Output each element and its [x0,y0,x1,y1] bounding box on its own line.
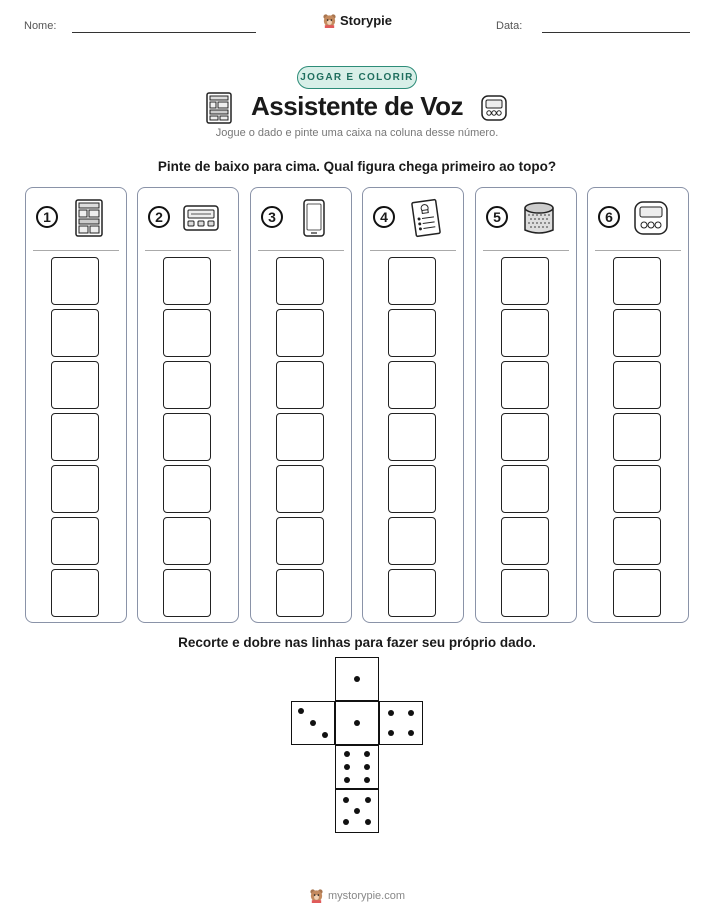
color-box[interactable] [51,257,99,305]
color-box[interactable] [388,413,436,461]
die-pip [343,819,349,825]
page-title: Assistente de Voz [250,91,464,121]
die-pip [322,732,328,738]
color-box[interactable] [501,465,549,513]
smart-timer-icon [632,198,670,238]
die-pip [354,808,360,814]
column-6 [587,187,689,623]
color-box[interactable] [388,517,436,565]
color-box[interactable] [388,257,436,305]
column-number: 4 [373,206,395,228]
color-box[interactable] [276,257,324,305]
die-face [379,701,423,745]
color-box[interactable] [51,517,99,565]
die-pip [408,730,414,736]
die-pip [298,708,304,714]
color-box[interactable] [501,517,549,565]
column-5 [475,187,577,623]
die-pip [364,751,370,757]
color-box[interactable] [51,309,99,357]
color-box[interactable] [276,465,324,513]
die-pip [344,751,350,757]
color-box[interactable] [276,309,324,357]
die-pip [310,720,316,726]
column-number: 2 [148,206,170,228]
brand-logo [0,13,714,31]
smart-timer-icon [480,94,508,122]
date-line [542,32,690,33]
die-pip [344,764,350,770]
smart-speaker-icon [520,198,558,238]
color-box[interactable] [163,309,211,357]
color-box[interactable] [501,413,549,461]
column-number: 6 [598,206,620,228]
column-divider [370,250,456,251]
color-box[interactable] [163,257,211,305]
brand-name: Storypie [339,13,392,28]
color-box[interactable] [163,569,211,617]
color-box[interactable] [388,309,436,357]
die-pip [364,777,370,783]
color-box[interactable] [613,569,661,617]
color-box[interactable] [501,361,549,409]
color-box[interactable] [501,309,549,357]
color-box[interactable] [613,413,661,461]
column-divider [145,250,231,251]
die-pip [388,730,394,736]
color-box[interactable] [388,465,436,513]
die-pip [365,797,371,803]
die-pip [343,797,349,803]
recipe-card-icon [407,198,445,238]
dice-net [291,657,425,835]
color-box[interactable] [51,361,99,409]
name-label: Nome: [24,20,57,32]
die-pip [344,777,350,783]
footer-url: mystorypie.com [327,889,406,902]
die-face [335,701,379,745]
name-line [72,32,256,33]
die-face [335,745,379,789]
color-box[interactable] [163,517,211,565]
column-divider [258,250,344,251]
footer [0,888,714,906]
die-pip [408,710,414,716]
color-box[interactable] [613,517,661,565]
activity-badge: JOGAR E COLORIR [297,66,417,89]
color-box[interactable] [613,465,661,513]
color-box[interactable] [163,361,211,409]
color-box[interactable] [51,413,99,461]
color-box[interactable] [276,413,324,461]
die-pip [365,819,371,825]
die-pip [354,720,360,726]
smartphone-icon [295,198,333,238]
cut-instruction: Recorte e dobre nas linhas para fazer seu próprio dado. [178,635,536,650]
column-number: 3 [261,206,283,228]
color-box[interactable] [613,361,661,409]
die-face [335,657,379,701]
radio-device-icon [182,198,220,238]
color-box[interactable] [51,465,99,513]
die-pip [354,676,360,682]
color-box[interactable] [163,413,211,461]
color-box[interactable] [276,361,324,409]
color-box[interactable] [501,257,549,305]
die-face [335,789,379,833]
column-number: 5 [486,206,508,228]
color-box[interactable] [51,569,99,617]
column-divider [33,250,119,251]
column-2 [137,187,239,623]
color-box[interactable] [276,517,324,565]
instruction-text: Pinte de baixo para cima. Qual figura chega primeiro ao topo? [157,159,557,174]
column-divider [483,250,569,251]
color-box[interactable] [163,465,211,513]
die-face [291,701,335,745]
color-box[interactable] [501,569,549,617]
die-pip [388,710,394,716]
bear-logo-icon [309,888,324,903]
bear-logo-icon [322,13,337,28]
column-1 [25,187,127,623]
color-box[interactable] [613,257,661,305]
column-3 [250,187,352,623]
date-label: Data: [496,20,523,32]
color-box[interactable] [388,569,436,617]
page-subtitle: Jogue o dado e pinte uma caixa na coluna desse número. [215,127,499,139]
die-pip [364,764,370,770]
smart-display-icon [70,198,108,238]
column-number: 1 [36,206,58,228]
color-box[interactable] [613,309,661,357]
color-box[interactable] [276,569,324,617]
column-4 [362,187,464,623]
color-box[interactable] [388,361,436,409]
column-divider [595,250,681,251]
